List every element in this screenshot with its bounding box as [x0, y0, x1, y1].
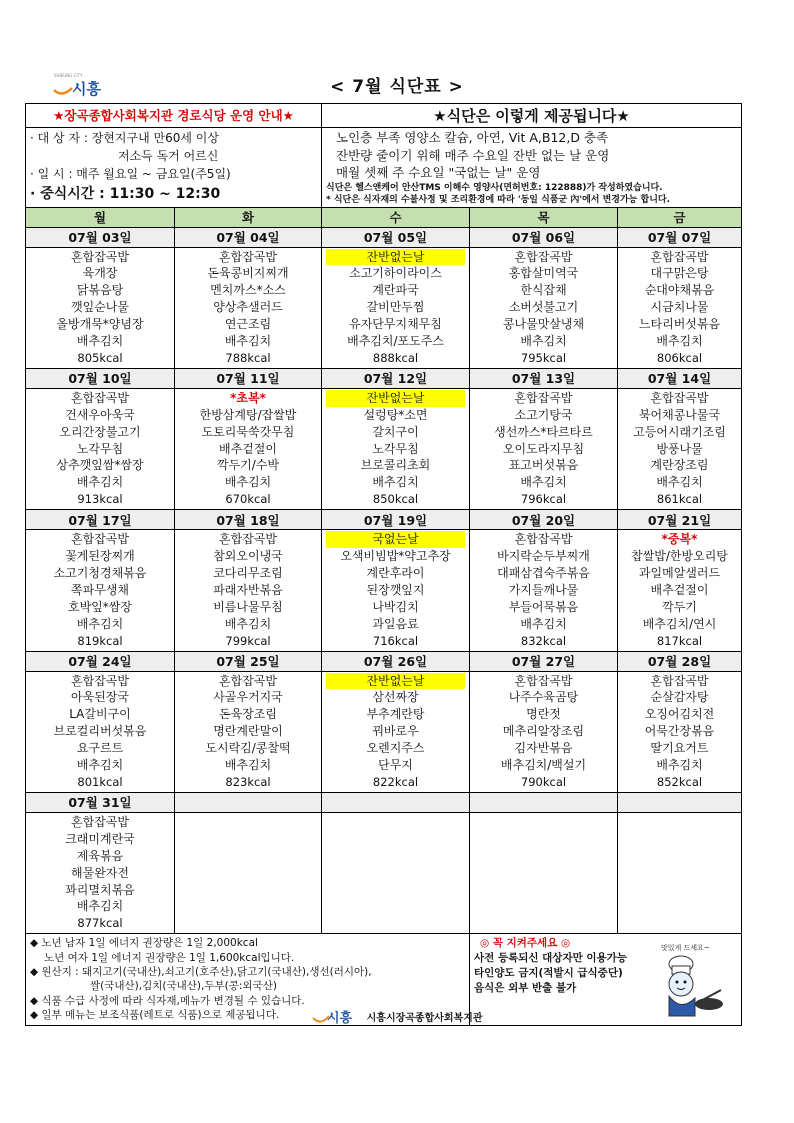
leftover-line: 잔반량 줄이기 위해 매주 수요일 잔반 없는 날 운영 [336, 147, 610, 163]
day-header: 금 [618, 207, 742, 227]
special-day-badge: 잔반없는날 [326, 249, 465, 266]
menu-item: 바지락순두부찌개 [497, 549, 590, 564]
menu-item: 오색비빔밥*약고추장 [340, 549, 451, 564]
menu-item: 혼합잡곡밥 [71, 814, 129, 829]
menu-cell [618, 247, 742, 368]
menu-item: 소고기청경채볶음 [53, 566, 147, 580]
menu-item: 배추김치 [656, 758, 703, 773]
date-cell: 07월 28일 [618, 651, 742, 671]
menu-item: 혼합잡곡밥 [514, 532, 573, 547]
menu-cell [618, 530, 742, 651]
menu-item: 느타리버섯볶음 [638, 317, 721, 332]
menu-cell [470, 247, 618, 368]
menu-cell [322, 388, 470, 509]
menu-item: 명란계란말이 [213, 724, 283, 739]
menu-cell [26, 247, 175, 368]
menu-item: 생선까스*타르타르 [494, 424, 593, 439]
menu-cell [175, 388, 322, 509]
menu-item: 배추김치 [76, 899, 124, 914]
empty-cell [618, 812, 742, 933]
menu-item: 한식잡채 [520, 283, 567, 298]
holiday-label: *중복* [661, 532, 698, 547]
menu-cell [175, 247, 322, 368]
menu-item: 혼합잡곡밥 [71, 532, 129, 547]
menu-item: 부추계란탕 [366, 707, 425, 722]
day-header: 월 [26, 207, 175, 227]
date-cell: 07월 21일 [618, 510, 742, 530]
menu-item: 계란후라이 [366, 566, 425, 580]
mascot-speech: 맛있게 드세요~ [661, 944, 710, 953]
menu-item: 깍두기 [662, 599, 697, 614]
menu-cell [322, 671, 470, 792]
menu-cell [322, 530, 470, 651]
special-day-badge: 국없는날 [326, 531, 465, 548]
menu-item: 된장깻잎지 [366, 582, 425, 597]
menu-row [26, 671, 742, 792]
date-cell [618, 792, 742, 812]
day-header: 수 [322, 207, 470, 227]
kcal-value: 796kcal [520, 492, 567, 507]
empty-cell [322, 812, 470, 933]
date-row [26, 792, 742, 812]
menu-row [26, 388, 742, 509]
menu-item: 혼합잡곡밥 [514, 673, 573, 688]
change-note: * 식단은 식자재의 수불사정 및 조리환경에 따라 '동일 식품군 內'에서 변경가능 합니다. [326, 194, 671, 205]
menu-item: 파래자반볶음 [213, 582, 283, 597]
menu-item: 소고기하이라이스 [349, 266, 442, 281]
date-row [26, 368, 742, 388]
menu-item: 호박잎*쌈장 [68, 599, 132, 614]
menu-item: 콩나물맛살냉채 [502, 317, 585, 332]
schedule-line: · 일 시 : 매주 월요일 ~ 금요일(주5일) [30, 167, 231, 181]
info-right [322, 128, 742, 208]
menu-item: 연근조림 [224, 317, 272, 332]
menu-item: 소고기탕국 [514, 407, 573, 422]
dietitian-note: 식단은 헬스앤케어 안산TMS 이해수 영양사(면허번호: 122888)가 작성하였습니다. [326, 182, 663, 193]
menu-cell [470, 388, 618, 509]
menu-item: 상추깻잎쌈*쌈장 [56, 458, 144, 473]
menu-cell [618, 671, 742, 792]
energy-female: 노년 여자 1일 에너지 권장량은 1일 1,600kcal입니다. [44, 951, 295, 964]
menu-row [26, 530, 742, 651]
org-name: 시흥시장곡종합사회복지관 [366, 1012, 483, 1024]
menu-item: 시금치나물 [650, 300, 709, 315]
menu-item: 계란파국 [372, 283, 419, 298]
menu-item: 혼합잡곡밥 [71, 249, 129, 264]
kcal-value: 888kcal [372, 350, 419, 365]
menu-item: 사골우거지국 [213, 690, 283, 705]
menu-item: 배추김치 [76, 616, 124, 631]
origin-sub-line: 쌀(국내산),김치(국내산),두부(콩:외국산) [90, 980, 277, 993]
kcal-value: 822kcal [372, 774, 419, 789]
kcal-value: 817kcal [656, 633, 703, 648]
origin-line: ◆ 원산지 : 돼지고기(국내산),쇠고기(호주산),닭고기(국내산),생선(러시아), [30, 966, 372, 979]
menu-item: 부들어묵볶음 [508, 599, 579, 614]
date-row [26, 510, 742, 530]
special-day-badge: 잔반없는날 [326, 673, 465, 690]
kcal-value: 832kcal [520, 633, 567, 648]
warning-title: ◎ 꼭 지켜주세요 ◎ [480, 937, 571, 950]
menu-item: 혼합잡곡밥 [650, 249, 709, 264]
menu-item: 배추김치 [656, 475, 703, 490]
menu-item: 대구맑은탕 [650, 266, 709, 281]
menu-item: 깻잎순나물 [71, 300, 129, 315]
menu-item: 삼선짜장 [372, 690, 419, 705]
menu-item: 참외오이냉국 [213, 549, 283, 564]
kcal-value: 795kcal [520, 350, 567, 365]
menu-item: 크래미계란국 [65, 831, 135, 846]
menu-item: 쪽파무생채 [71, 582, 129, 597]
target-line: · 대 상 자 : 장현지구내 만60세 이상 [30, 131, 219, 145]
menu-item: 한방삼계탕/잡쌀밥 [199, 407, 297, 422]
menu-item: 배추김치 [656, 334, 703, 349]
info-right-title: ★식단은 이렇게 제공됩니다★ [322, 104, 742, 128]
menu-cell [26, 671, 175, 792]
menu-item: 북어채콩나물국 [638, 407, 721, 422]
menu-item: 배추김치 [520, 616, 567, 631]
kcal-value: 850kcal [372, 492, 419, 507]
rule-no-takeout: 음식은 외부 반출 불가 [474, 982, 577, 995]
menu-item: 과일음료 [372, 616, 419, 631]
date-cell: 07월 12일 [322, 368, 470, 388]
date-cell: 07월 19일 [322, 510, 470, 530]
menu-item: 배추김치 [224, 758, 272, 773]
menu-item: 비름나물무침 [213, 599, 283, 614]
bottom-siheung-logo-icon [311, 1006, 357, 1026]
menu-item: 돈육장조림 [219, 707, 277, 722]
kcal-value: 852kcal [656, 774, 703, 789]
no-soup-line: 매월 셋째 주 수요일 "국없는 날" 운영 [336, 165, 541, 180]
lunch-time: · 중식시간 : 11:30 ~ 12:30 [30, 186, 221, 202]
kcal-value: 861kcal [656, 492, 703, 507]
date-cell: 07월 03일 [26, 227, 175, 247]
kcal-value: 877kcal [77, 916, 123, 931]
menu-item: 코다리무조림 [213, 566, 283, 580]
menu-item: 도시락김/콩찰떡 [205, 741, 291, 756]
kcal-value: 806kcal [656, 350, 703, 365]
rule-registered: 사전 등록되신 대상자만 이용가능 [474, 952, 627, 965]
date-cell [322, 792, 470, 812]
menu-item: 나주수육곰탕 [508, 690, 579, 705]
menu-item: 배추김치/연시 [642, 616, 717, 631]
menu-item: 김자반볶음 [514, 741, 573, 756]
menu-item: 홍합살미역국 [508, 266, 579, 281]
menu-cell [175, 530, 322, 651]
empty-cell [175, 812, 322, 933]
menu-item: 오렌지주스 [366, 741, 425, 756]
kcal-value: 801kcal [77, 774, 123, 789]
menu-item: 꽃게된장찌개 [65, 549, 135, 564]
menu-item: 대패삼겹숙주볶음 [497, 566, 590, 580]
menu-item: 단무지 [378, 758, 413, 773]
menu-cell [470, 671, 618, 792]
menu-item: 도토리묵쑥갓무침 [201, 424, 295, 439]
menu-item: 양상추샐러드 [213, 300, 283, 315]
kcal-value: 790kcal [520, 774, 567, 789]
menu-item: 노각무침 [76, 441, 124, 456]
day-header-row [26, 207, 742, 227]
menu-item: LA갈비구이 [69, 707, 131, 722]
menu-item: 배추김치 [76, 475, 124, 490]
menu-item: 표고버섯볶음 [508, 458, 579, 473]
day-header: 화 [175, 207, 322, 227]
date-cell: 07월 18일 [175, 510, 322, 530]
kcal-value: 805kcal [77, 350, 123, 365]
menu-item: 혼합잡곡밥 [514, 249, 573, 264]
date-cell [175, 792, 322, 812]
menu-item: 혼합잡곡밥 [514, 390, 573, 405]
date-cell: 07월 20일 [470, 510, 618, 530]
menu-item: 배추김치 [224, 475, 272, 490]
menu-item: 배추김치 [76, 334, 124, 349]
menu-item: 올방개묵*양념장 [56, 317, 144, 332]
kcal-value: 823kcal [225, 774, 271, 789]
menu-item: 소버섯불고기 [508, 300, 579, 315]
day-header: 목 [470, 207, 618, 227]
menu-item: 갈치구이 [372, 424, 419, 439]
date-row [26, 227, 742, 247]
menu-cell [618, 388, 742, 509]
menu-item: 배추김치 [520, 334, 567, 349]
menu-item: 계란장조림 [650, 458, 709, 473]
menu-item: 멘치까스*소스 [210, 283, 286, 298]
menu-item: 요구르트 [76, 741, 124, 756]
menu-item: 혼합잡곡밥 [71, 673, 129, 688]
menu-item: 닭볶음탕 [76, 283, 124, 298]
kcal-value: 819kcal [77, 633, 123, 648]
date-cell: 07월 26일 [322, 651, 470, 671]
kcal-value: 913kcal [77, 492, 123, 507]
menu-item: 방풍나물 [656, 441, 703, 456]
kcal-value: 670kcal [225, 492, 271, 507]
menu-item: 브로컬리버섯볶음 [53, 724, 147, 739]
date-cell: 07월 24일 [26, 651, 175, 671]
menu-item: 브로콜리초회 [360, 458, 431, 473]
menu-item: 깍두기/수박 [216, 458, 279, 473]
date-cell: 07월 05일 [322, 227, 470, 247]
menu-item: 배추겉절이 [650, 582, 709, 597]
empty-cell [470, 812, 618, 933]
menu-item: 배추김치/포도주스 [347, 334, 444, 349]
date-cell: 07월 07일 [618, 227, 742, 247]
menu-item: 어묵간장볶음 [644, 724, 715, 739]
menu-item: 순살감자탕 [650, 690, 709, 705]
menu-item: 배추김치 [372, 475, 419, 490]
date-cell: 07월 06일 [470, 227, 618, 247]
menu-item: 찹쌀밥/한방오리탕 [631, 549, 728, 564]
logo-text: 시흥 [72, 80, 101, 98]
date-cell: 07월 14일 [618, 368, 742, 388]
menu-item: 순대야채볶음 [644, 283, 715, 298]
menu-item: 고등어시래기조림 [633, 424, 726, 439]
date-cell: 07월 27일 [470, 651, 618, 671]
kcal-value: 716kcal [372, 633, 419, 648]
menu-item: 유자단무지채무침 [349, 317, 442, 332]
menu-item: 배추김치 [76, 758, 124, 773]
menu-item: 건새우아욱국 [65, 407, 135, 422]
menu-cell [26, 812, 175, 933]
menu-item: 배추김치 [520, 475, 567, 490]
menu-cell [26, 388, 175, 509]
menu-table [25, 103, 742, 1026]
menu-cell [470, 530, 618, 651]
menu-item: 해물완자전 [71, 865, 129, 880]
menu-item: 과일메알샐러드 [638, 566, 721, 580]
menu-cell [26, 530, 175, 651]
menu-item: 오이도라지무침 [502, 441, 585, 456]
date-cell: 07월 25일 [175, 651, 322, 671]
date-row [26, 651, 742, 671]
menu-item: 돈육콩비지찌개 [207, 266, 289, 281]
target-sub-line: 저소득 독거 어르신 [118, 149, 219, 163]
menu-item: 메추리알장조림 [502, 724, 585, 739]
menu-cell [322, 247, 470, 368]
bottom-logo-text: 시흥 [327, 1011, 353, 1026]
weeks-body [26, 227, 742, 934]
menu-item: 꿔바로우 [372, 724, 419, 739]
menu-item: 혼합잡곡밥 [650, 673, 709, 688]
menu-item: 명란젓 [526, 707, 561, 722]
menu-item: 딸기요거트 [650, 741, 709, 756]
date-cell: 07월 31일 [26, 792, 175, 812]
menu-item: 설렁탕*소면 [363, 407, 428, 422]
menu-item: 노각무침 [372, 441, 419, 456]
menu-item: 가지들깨나물 [508, 582, 579, 597]
menu-row [26, 812, 742, 933]
menu-row [26, 247, 742, 368]
menu-item: 배추김치 [224, 616, 272, 631]
menu-cell [175, 671, 322, 792]
menu-item: 오징어김치전 [644, 707, 715, 722]
info-left-title: ★장곡종합사회복지관 경로식당 운영 안내★ [26, 104, 322, 128]
change-notice: ◆ 식품 수급 사정에 따라 식자재,메뉴가 변경될 수 있습니다. [30, 994, 305, 1007]
menu-item: 제육볶음 [76, 848, 124, 863]
date-cell [470, 792, 618, 812]
rule-no-transfer: 타인양도 금지(적발시 급식중단) [474, 967, 623, 980]
menu-item: 혼합잡곡밥 [219, 249, 277, 264]
date-cell: 07월 17일 [26, 510, 175, 530]
menu-item: 꽈리멸치볶음 [65, 882, 135, 897]
menu-item: 육개장 [82, 266, 118, 281]
menu-item: 혼합잡곡밥 [71, 390, 129, 405]
page-title: < 7월 식단표 > [330, 77, 464, 97]
kcal-value: 788kcal [225, 350, 271, 365]
special-day-badge: 잔반없는날 [326, 390, 465, 407]
menu-item: 오리간장불고기 [59, 424, 141, 439]
date-cell: 07월 10일 [26, 368, 175, 388]
retro-notice: ◆ 일부 메뉴는 보조식품(레트로 식품)으로 제공됩니다. [30, 1009, 280, 1022]
menu-item: 혼합잡곡밥 [219, 532, 277, 547]
menu-item: 배추김치/백설기 [500, 758, 587, 773]
kcal-value: 799kcal [225, 633, 271, 648]
menu-item: 아욱된장국 [71, 690, 129, 705]
menu-item: 갈비만두찜 [366, 300, 425, 315]
holiday-label: *초복* [230, 390, 266, 405]
nutrition-line: 노인층 부족 영양소 칼슘, 아연, Vit A,B12,D 충족 [336, 130, 609, 145]
logo-caption: SIHEUNG CITY [54, 73, 83, 78]
menu-item: 나박김치 [372, 599, 419, 614]
menu-item: 혼합잡곡밥 [650, 390, 709, 405]
menu-item: 배추겉절이 [219, 441, 277, 456]
energy-male: ◆ 노년 남자 1일 에너지 권장량은 1일 2,000kcal [30, 937, 258, 950]
bottom-logo [0, 1006, 794, 1026]
date-cell: 07월 04일 [175, 227, 322, 247]
date-cell: 07월 13일 [470, 368, 618, 388]
date-cell: 07월 11일 [175, 368, 322, 388]
menu-item: 혼합잡곡밥 [219, 673, 277, 688]
info-left [26, 128, 322, 208]
menu-item: 배추김치 [224, 334, 272, 349]
